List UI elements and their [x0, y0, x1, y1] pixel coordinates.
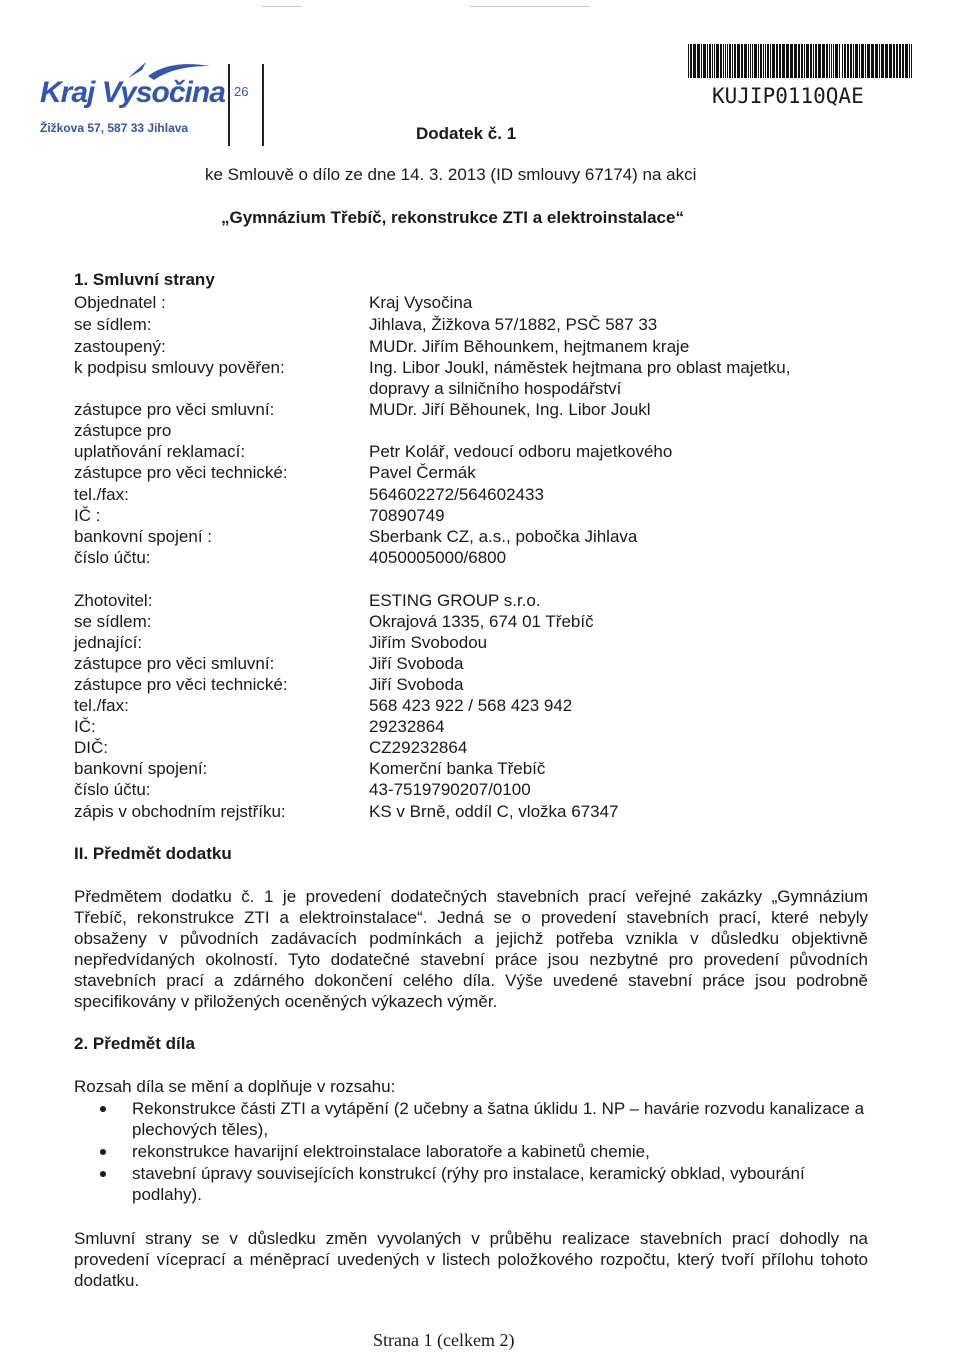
scan-line-left	[262, 6, 302, 7]
value-objednatel: Kraj Vysočina	[369, 293, 473, 312]
value-z-dic: CZ29232864	[369, 738, 468, 757]
value-zhotovitel: ESTING GROUP s.r.o.	[369, 591, 541, 610]
label-objednatel: Objednatel :	[74, 293, 166, 312]
page-number: Strana 1 (celkem 2)	[373, 1330, 515, 1350]
bullet-icon	[100, 1149, 106, 1155]
list-item: stavební úpravy souvisejících konstrukcí (rýhy pro instalace, keramický obklad, vybourání podlahy).	[74, 1163, 874, 1205]
value-z-phone: 568 423 922 / 568 423 942	[369, 696, 573, 715]
label-z-seat: se sídlem:	[74, 612, 152, 631]
value-authorized-line2: dopravy a silničního hospodářství	[369, 379, 622, 398]
stamp-number: 26	[234, 84, 249, 99]
label-technical-rep: zástupce pro věci technické:	[74, 463, 288, 482]
value-z-technical-rep: Jiří Svoboda	[369, 675, 464, 694]
bullet-icon	[100, 1106, 106, 1112]
label-acting: jednající:	[74, 633, 143, 652]
section-heading-subject: II. Předmět dodatku	[74, 844, 232, 863]
scan-line-right	[470, 6, 590, 7]
label-z-ico: IČ:	[74, 717, 96, 736]
label-z-bank: bankovní spojení:	[74, 759, 208, 778]
label-represented: zastoupený:	[74, 337, 166, 356]
work-items-list	[74, 1098, 874, 1206]
value-phone: 564602272/564602433	[369, 485, 544, 504]
label-phone: tel./fax:	[74, 485, 129, 504]
document-title: Dodatek č. 1	[416, 124, 517, 143]
label-account: číslo účtu:	[74, 548, 151, 567]
label-z-technical-rep: zástupce pro věci technické:	[74, 675, 288, 694]
value-technical-rep: Pavel Čermák	[369, 463, 476, 482]
label-claims-rep-line1: zástupce pro	[74, 421, 172, 440]
closing-paragraph: Smluvní strany se v důsledku změn vyvolaných v průběhu realizace stavebních prací dohodly na provedení víceprací a méněprací uvedených v listech položkového rozpočtu, který tvoří přílohu tohoto dodatku.	[74, 1229, 868, 1290]
label-contract-rep: zástupce pro věci smluvní:	[74, 400, 275, 419]
value-z-ico: 29232864	[369, 717, 445, 736]
value-account: 4050005000/6800	[369, 548, 507, 567]
logo-address: Žižkova 57, 587 33 Jihlava	[40, 121, 189, 135]
section-heading-work: 2. Předmět díla	[74, 1034, 195, 1053]
list-item: Rekonstrukce části ZTI a vytápění (2 učebny a šatna úklidu 1. NP – havárie rozvodu kanalizace a plechových těles),	[74, 1098, 874, 1140]
value-represented: MUDr. Jiřím Běhounkem, hejtmanem kraje	[369, 337, 690, 356]
logo: Kraj Vysočina	[40, 76, 225, 109]
section-heading-parties: 1. Smluvní strany	[74, 270, 215, 289]
label-zhotovitel: Zhotovitel:	[74, 591, 153, 610]
label-z-dic: DIČ:	[74, 738, 108, 757]
value-claims-rep: Petr Kolář, vedoucí odboru majetkového	[369, 442, 673, 461]
work-intro: Rozsah díla se mění a doplňuje v rozsahu:	[74, 1077, 396, 1096]
value-ico: 70890749	[369, 506, 445, 525]
value-acting: Jiřím Svobodou	[369, 633, 488, 652]
project-name: „Gymnázium Třebíč, rekonstrukce ZTI a elektroinstalace“	[221, 208, 684, 227]
value-z-bank: Komerční banka Třebíč	[369, 759, 546, 778]
label-claims-rep-line2: uplatňování reklamací:	[74, 442, 246, 461]
label-z-contract-rep: zástupce pro věci smluvní:	[74, 654, 275, 673]
value-authorized-line1: Ing. Libor Joukl, náměstek hejtmana pro oblast majetku,	[369, 358, 791, 377]
label-authorized: k podpisu smlouvy pověřen:	[74, 358, 285, 377]
label-z-account: číslo účtu:	[74, 780, 151, 799]
label-ico: IČ :	[74, 506, 101, 525]
bullet-icon	[100, 1171, 106, 1177]
subject-paragraph: Předmětem dodatku č. 1 je provedení dodatečných stavebních prací veřejné zakázky „Gymnázium Třebíč, rekonstrukce ZTI a elektroinstalace“. Jedná se o provedení stavebních prací, které nebyly obsaženy v původních zadávacích podmínkách a jejichž potřeba vznikla v důsledku objektivně nepředvídaných okolností. Tyto dodatečné stavební práce jsou nezbytné pro provedení původních stavebních prací a zdárného dokončení celého díla. Výše uvedené stavební práce jsou podrobně specifikovány v přiložených oceněných výkazech výměr.	[74, 887, 868, 1011]
value-seat: Jihlava, Žižkova 57/1882, PSČ 587 33	[369, 315, 658, 334]
value-bank: Sberbank CZ, a.s., pobočka Jihlava	[369, 527, 638, 546]
document-id: KUJIP0110QAE	[712, 84, 864, 108]
value-register: KS v Brně, oddíl C, vložka 67347	[369, 802, 619, 821]
label-bank: bankovní spojení :	[74, 527, 212, 546]
list-item: rekonstrukce havarijní elektroinstalace laboratoře a kabinetů chemie,	[74, 1141, 874, 1162]
label-register: zápis v obchodním rejstříku:	[74, 802, 286, 821]
label-seat: se sídlem:	[74, 315, 152, 334]
label-z-phone: tel./fax:	[74, 696, 129, 715]
document-subtitle: ke Smlouvě o dílo ze dne 14. 3. 2013 (ID smlouvy 67174) na akci	[205, 165, 697, 184]
value-z-account: 43-7519790207/0100	[369, 780, 531, 799]
barcode	[688, 44, 914, 78]
value-contract-rep: MUDr. Jiří Běhounek, Ing. Libor Joukl	[369, 400, 651, 419]
registration-stamp	[228, 64, 264, 146]
value-z-seat: Okrajová 1335, 674 01 Třebíč	[369, 612, 594, 631]
value-z-contract-rep: Jiří Svoboda	[369, 654, 464, 673]
